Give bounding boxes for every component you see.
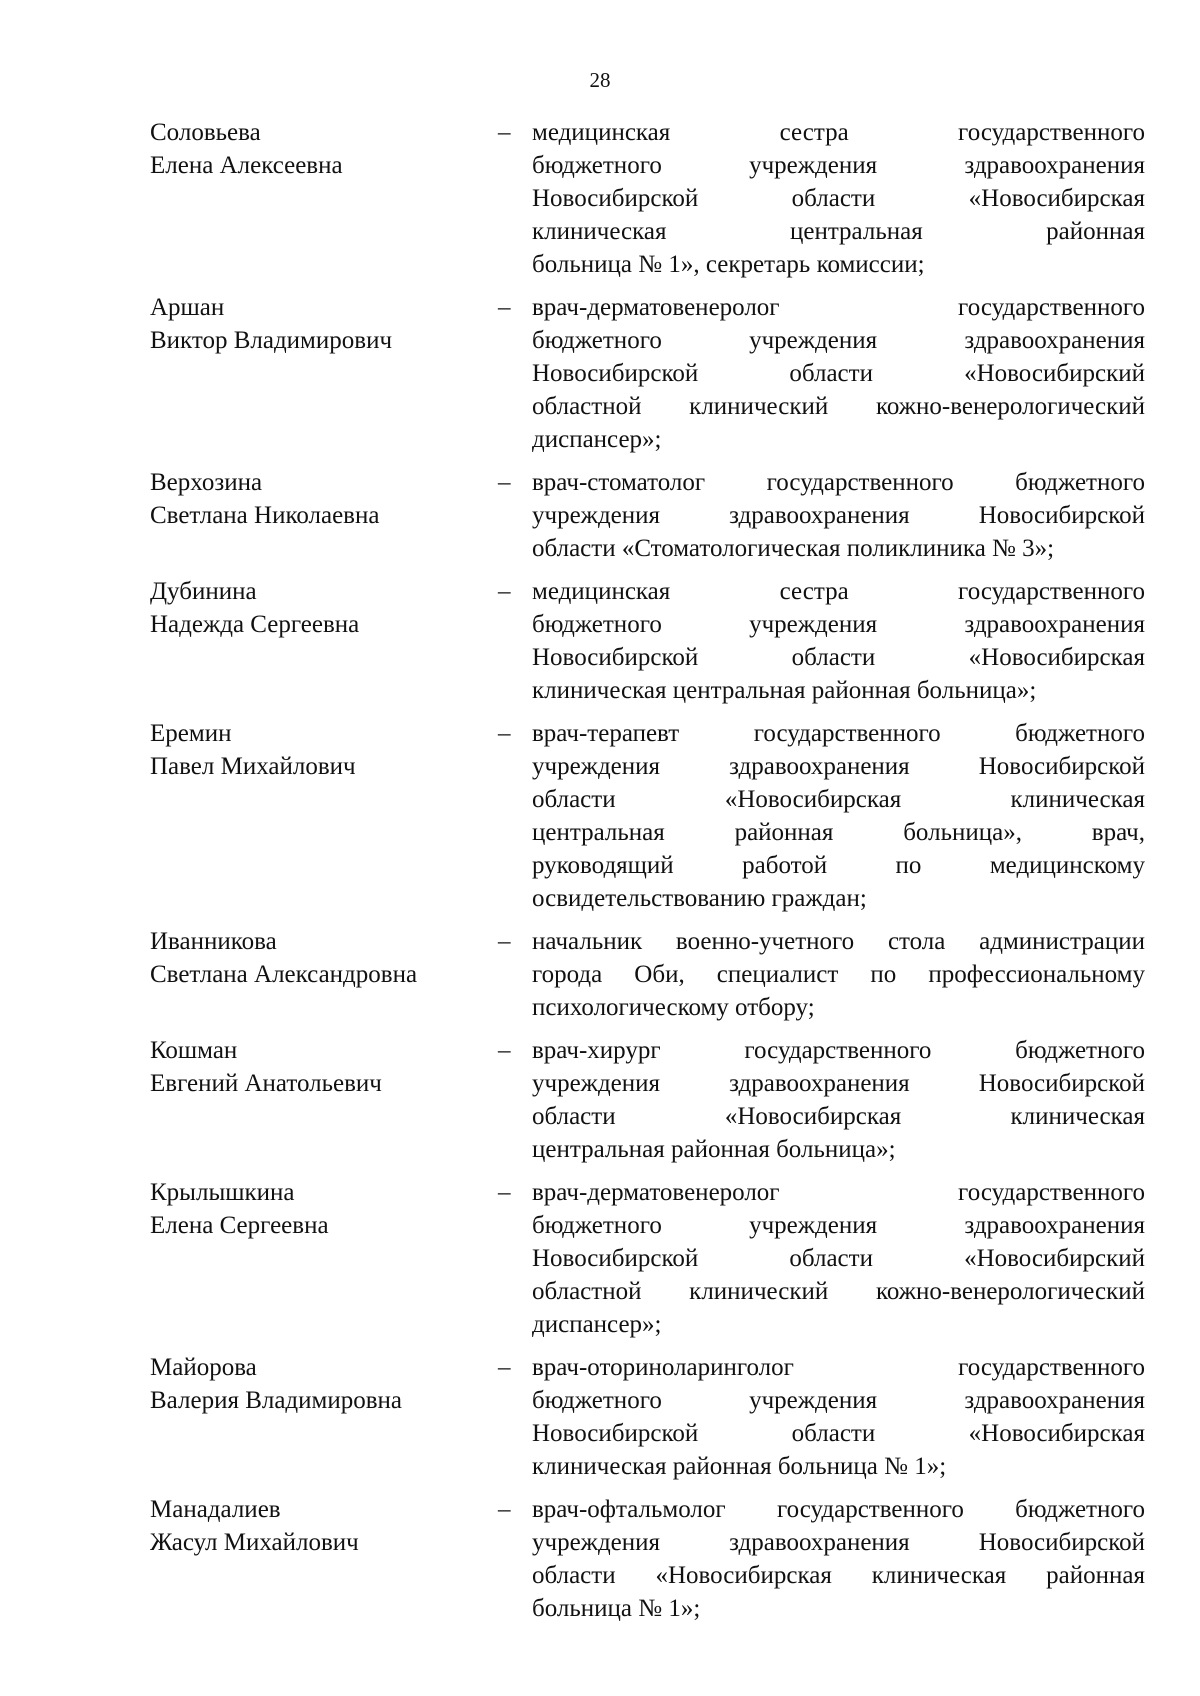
- description-line: Новосибирской области «Новосибирский: [532, 1245, 1145, 1272]
- member-name: [150, 1034, 470, 1100]
- description-line: учреждения здравоохранения Новосибирской: [532, 1070, 1145, 1097]
- member-name: [150, 466, 470, 532]
- description-line: больница № 1»;: [532, 1595, 701, 1622]
- entry-dash: –: [498, 720, 511, 747]
- member-given-names: Надежда Сергеевна: [150, 611, 360, 638]
- description-line: диспансер»;: [532, 426, 662, 453]
- page-number: 28: [589, 68, 611, 92]
- description-line: медицинская сестра государственного: [532, 578, 1145, 605]
- description-line: начальник военно-учетного стола администрации: [532, 928, 1145, 955]
- commission-members-list: [0, 116, 1200, 1635]
- description-line: учреждения здравоохранения Новосибирской: [532, 753, 1145, 780]
- member-entry: [0, 717, 1200, 915]
- description-line: области «Новосибирская клиническая районная: [532, 1562, 1145, 1589]
- entry-dash: –: [498, 1179, 511, 1206]
- description-line: Новосибирской области «Новосибирская: [532, 1420, 1145, 1447]
- description-line: психологическому отбору;: [532, 994, 815, 1021]
- description-line: врач-хирург государственного бюджетного: [532, 1037, 1145, 1064]
- member-name: [150, 925, 470, 991]
- description-line: клиническая центральная районная: [532, 218, 1145, 245]
- description-line: бюджетного учреждения здравоохранения: [532, 1212, 1145, 1239]
- description-line: врач-дерматовенеролог государственного: [532, 294, 1145, 321]
- description-line: областной клинический кожно-венерологический: [532, 1278, 1145, 1305]
- entry-dash: –: [498, 119, 511, 146]
- description-line: врач-дерматовенеролог государственного: [532, 1179, 1145, 1206]
- member-position-description: [532, 1034, 1145, 1166]
- member-surname: Верхозина: [150, 469, 263, 496]
- description-line: бюджетного учреждения здравоохранения: [532, 152, 1145, 179]
- member-given-names: Елена Алексеевна: [150, 152, 343, 179]
- member-name: [150, 1176, 470, 1242]
- member-name: [150, 291, 470, 357]
- entry-dash: –: [498, 1354, 511, 1381]
- description-line: области «Новосибирская клиническая: [532, 1103, 1145, 1130]
- description-line: врач-терапевт государственного бюджетного: [532, 720, 1145, 747]
- member-entry: [0, 1351, 1200, 1483]
- description-line: врач-стоматолог государственного бюджетного: [532, 469, 1145, 496]
- member-position-description: [532, 1176, 1145, 1341]
- description-line: города Оби, специалист по профессиональному: [532, 961, 1145, 988]
- description-line: клиническая центральная районная больница»;: [532, 677, 1037, 704]
- entry-dash: –: [498, 294, 511, 321]
- description-line: руководящий работой по медицинскому: [532, 852, 1145, 879]
- description-line: бюджетного учреждения здравоохранения: [532, 611, 1145, 638]
- member-entry: [0, 1176, 1200, 1341]
- member-position-description: [532, 1351, 1145, 1483]
- entry-dash: –: [498, 578, 511, 605]
- member-position-description: [532, 466, 1145, 565]
- member-surname: Иванникова: [150, 928, 277, 955]
- member-given-names: Валерия Владимировна: [150, 1387, 403, 1414]
- description-line: центральная районная больница», врач,: [532, 819, 1145, 846]
- description-line: медицинская сестра государственного: [532, 119, 1145, 146]
- description-line: Новосибирской области «Новосибирский: [532, 360, 1145, 387]
- member-entry: [0, 466, 1200, 565]
- description-line: врач-офтальмолог государственного бюджетного: [532, 1496, 1145, 1523]
- member-surname: Майорова: [150, 1354, 257, 1381]
- member-surname: Соловьева: [150, 119, 261, 146]
- description-line: Новосибирской области «Новосибирская: [532, 185, 1145, 212]
- description-line: области «Стоматологическая поликлиника № 3»;: [532, 535, 1055, 562]
- member-position-description: [532, 1493, 1145, 1625]
- member-entry: [0, 116, 1200, 281]
- description-line: бюджетного учреждения здравоохранения: [532, 327, 1145, 354]
- member-entry: [0, 291, 1200, 456]
- member-name: [150, 1351, 470, 1417]
- member-surname: Аршан: [150, 294, 225, 321]
- member-surname: Манадалиев: [150, 1496, 281, 1523]
- entry-dash: –: [498, 1496, 511, 1523]
- member-name: [150, 1493, 470, 1559]
- description-line: врач-оториноларинголог государственного: [532, 1354, 1145, 1381]
- member-entry: [0, 925, 1200, 1024]
- member-given-names: Елена Сергеевна: [150, 1212, 329, 1239]
- member-surname: Кошман: [150, 1037, 238, 1064]
- member-given-names: Евгений Анатольевич: [150, 1070, 382, 1097]
- description-line: учреждения здравоохранения Новосибирской: [532, 1529, 1145, 1556]
- member-entry: [0, 1034, 1200, 1166]
- member-entry: [0, 575, 1200, 707]
- member-surname: Еремин: [150, 720, 232, 747]
- description-line: областной клинический кожно-венерологический: [532, 393, 1145, 420]
- description-line: бюджетного учреждения здравоохранения: [532, 1387, 1145, 1414]
- member-name: [150, 575, 470, 641]
- member-name: [150, 116, 470, 182]
- member-given-names: Светлана Николаевна: [150, 502, 380, 529]
- member-given-names: Виктор Владимирович: [150, 327, 393, 354]
- description-line: больница № 1», секретарь комиссии;: [532, 251, 925, 278]
- member-position-description: [532, 925, 1145, 1024]
- member-given-names: Жасул Михайлович: [150, 1529, 359, 1556]
- member-given-names: Павел Михайлович: [150, 753, 356, 780]
- description-line: учреждения здравоохранения Новосибирской: [532, 502, 1145, 529]
- entry-dash: –: [498, 469, 511, 496]
- entry-dash: –: [498, 928, 511, 955]
- member-position-description: [532, 575, 1145, 707]
- member-surname: Крылышкина: [150, 1179, 295, 1206]
- description-line: диспансер»;: [532, 1311, 662, 1338]
- member-entry: [0, 1493, 1200, 1625]
- description-line: центральная районная больница»;: [532, 1136, 896, 1163]
- member-position-description: [532, 116, 1145, 281]
- entry-dash: –: [498, 1037, 511, 1064]
- description-line: освидетельствованию граждан;: [532, 885, 867, 912]
- member-name: [150, 717, 470, 783]
- description-line: Новосибирской области «Новосибирская: [532, 644, 1145, 671]
- member-given-names: Светлана Александровна: [150, 961, 418, 988]
- description-line: области «Новосибирская клиническая: [532, 786, 1145, 813]
- member-position-description: [532, 717, 1145, 915]
- member-surname: Дубинина: [150, 578, 257, 605]
- description-line: клиническая районная больница № 1»;: [532, 1453, 947, 1480]
- member-position-description: [532, 291, 1145, 456]
